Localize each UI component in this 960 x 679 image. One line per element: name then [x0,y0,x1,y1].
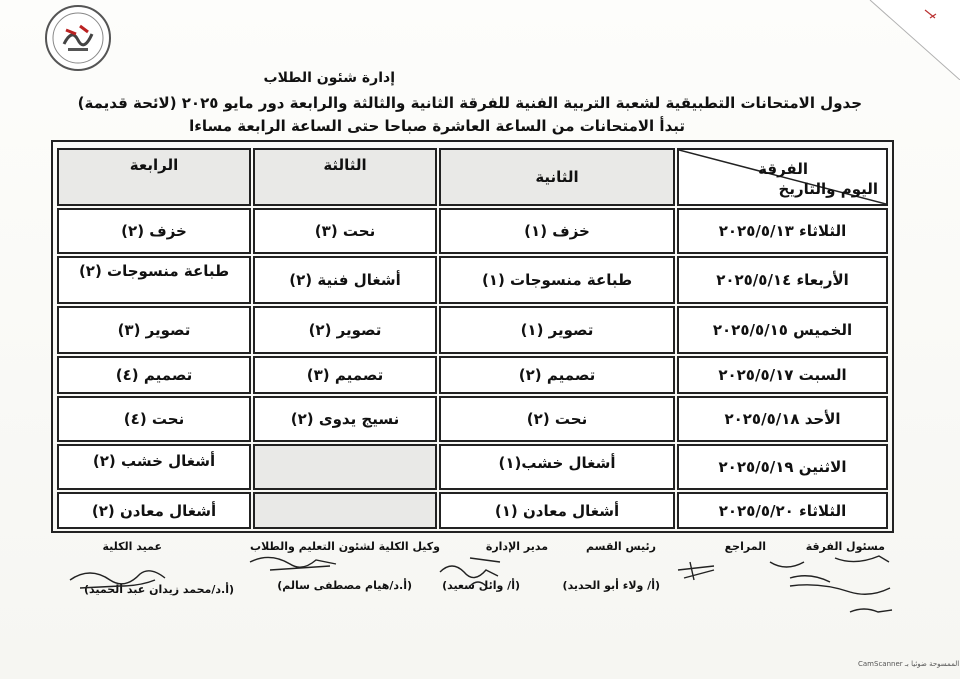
exam-cell: خزف (١) [439,208,675,254]
corner-bottom-label: اليوم والتاريخ [778,180,878,198]
column-header-second: الثانية [439,148,675,206]
exam-cell: أشغال فنية (٢) [253,256,437,304]
signature-name: (أ/ وائل سعيد) [442,579,520,592]
exam-cell: نحت (٣) [253,208,437,254]
signature-role: عميد الكلية [102,540,162,553]
signature-name: (أ/ ولاء أبو الحديد) [562,579,660,592]
row-day: الأربعاء ٢٠٢٥/٥/١٤ [677,256,888,304]
exam-cell: تصوير (٣) [57,306,251,354]
row-day: السبت ٢٠٢٥/٥/١٧ [677,356,888,394]
exam-cell: طباعة منسوجات (٢) [57,256,251,304]
signature-role: مسئول الفرقة [805,540,885,553]
signature-role: وكيل الكلية لشئون التعليم والطلاب [250,540,440,553]
exam-schedule-table [51,140,894,533]
corner-top-label: الفرقة [758,160,808,178]
department-name: إدارة شئون الطلاب [263,70,395,86]
exam-cell: نحت (٤) [57,396,251,442]
exam-cell: تصوير (٢) [253,306,437,354]
scanned-with-label: الممسوحة ضوئيا بـ [904,660,960,668]
signature-role: مدير الإدارة [485,540,548,553]
row-day: الثلاثاء ٢٠٢٥/٥/١٣ [677,208,888,254]
exam-cell: تصوير (١) [439,306,675,354]
exam-cell: أشغال خشب(١) [439,444,675,490]
folded-corner [830,0,960,80]
exam-cell: أشغال خشب (٢) [57,444,251,490]
exam-cell: نسيج يدوى (٢) [253,396,437,442]
signature-role: رئيس القسم [586,540,656,553]
signature-name: (أ.د/محمد زيدان عبد الحميد) [83,583,234,596]
row-day: الأحد ٢٠٢٥/٥/١٨ [677,396,888,442]
exam-cell: تصميم (٣) [253,356,437,394]
scanner-name: CamScanner [858,660,903,668]
exam-cell: تصميم (٢) [439,356,675,394]
exam-cell: أشغال معادن (٢) [57,492,251,529]
signature-name: (أ.د/هيام مصطفى سالم) [277,579,412,592]
exam-cell: تصميم (٤) [57,356,251,394]
row-day: الثلاثاء ٢٠٢٥/٥/٢٠ [677,492,888,529]
exam-cell: طباعة منسوجات (١) [439,256,675,304]
signature-role: المراجع [724,540,766,553]
column-header-third: الثالثة [253,148,437,206]
scanner-watermark [858,660,959,668]
exam-cell: نحت (٢) [439,396,675,442]
corner-header-cell [677,148,888,206]
column-header-fourth: الرابعة [57,148,251,206]
page-subtitle: تبدأ الامتحانات من الساعة العاشرة صباحا حتى الساعة الرابعة مساءا [189,117,685,135]
exam-cell: أشغال معادن (١) [439,492,675,529]
exam-cell: خزف (٢) [57,208,251,254]
empty-cell [253,492,437,529]
empty-cell [253,444,437,490]
college-logo [44,4,112,72]
handwritten-signatures [0,548,960,628]
page-title: جدول الامتحانات التطبيقية لشعبة التربية الفنية للفرقة الثانية والثالثة والرابعة دور مايو ٢٠٢٥ (لائحة قديمة) [77,94,862,112]
row-day: الخميس ٢٠٢٥/٥/١٥ [677,306,888,354]
row-day: الاثنين ٢٠٢٥/٥/١٩ [677,444,888,490]
